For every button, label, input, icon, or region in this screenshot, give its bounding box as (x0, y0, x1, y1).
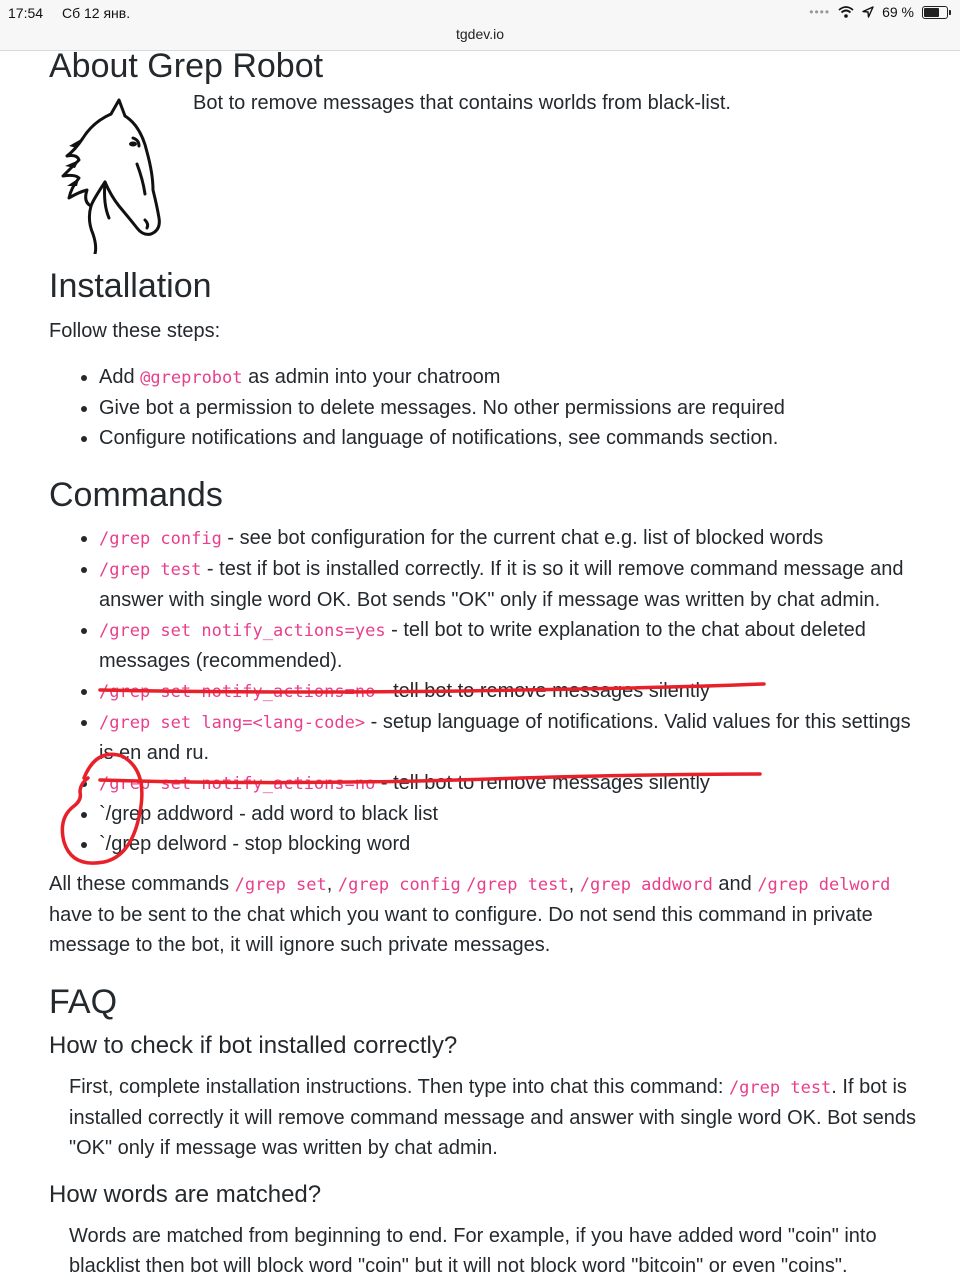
command-code: /grep set notify_actions=yes (99, 621, 386, 641)
command-item: • `/grep addword - add word to black list (99, 799, 929, 829)
command-desc: - see bot configuration for the current chat e.g. list of blocked words (221, 527, 824, 549)
command-item (99, 554, 929, 615)
command-code: /grep set (234, 875, 327, 895)
location-arrow-icon (862, 6, 874, 18)
wifi-icon (838, 6, 854, 18)
installation-heading: Installation (49, 267, 212, 305)
faq-question: How to check if bot installed correctly? (49, 1032, 458, 1059)
about-heading: About Grep Robot (49, 47, 324, 85)
command-desc: - tell bot to write explanation to the chat about deleted messages (recommended). (99, 619, 866, 672)
faq-heading: FAQ (49, 983, 118, 1021)
list-item: • Configure notifications and language of notifications, see commands section. (99, 423, 929, 453)
about-description: Bot to remove messages that contains worlds from black-list. (193, 92, 731, 114)
commands-note (49, 869, 929, 960)
command-desc: - setup language of notifications. Valid values for this settings is en and ru. (99, 711, 911, 764)
bot-username-code: @greprobot (140, 368, 243, 388)
installation-intro: Follow these steps: (49, 320, 221, 342)
answer-text: . If bot is installed correctly it will remove command message and answer with single word OK. Bot sends "OK" only if message was written by chat admin. (69, 1076, 917, 1159)
faq-answer (49, 1072, 929, 1163)
command-item (99, 676, 929, 707)
battery-icon (922, 6, 948, 19)
installation-steps (49, 362, 929, 453)
command-desc: - tell bot to remove messages silently (375, 772, 710, 794)
page-content (49, 46, 929, 1281)
battery-percent: 69 % (882, 4, 914, 20)
faq-question: How words are matched? (49, 1181, 322, 1208)
signal-dots-icon: •••• (809, 5, 831, 19)
command-code: /grep test (99, 560, 202, 580)
command-code: /grep config (99, 529, 222, 549)
command-code: /grep delword (757, 875, 891, 895)
answer-text: First, complete installation instructions. Then type into chat this command: (69, 1076, 729, 1098)
note-text: and (712, 873, 758, 895)
about-section (49, 94, 929, 254)
note-text: , (326, 873, 338, 895)
command-code: /grep set lang=<lang-code> (99, 713, 366, 733)
command-desc: - tell bot to remove messages silently (375, 680, 710, 702)
command-desc: - test if bot is installed correctly. If it is so it will remove command message and answer with single word OK. Bot sends "OK" only if message was written by chat admin. (99, 558, 904, 611)
commands-heading: Commands (49, 476, 223, 514)
command-item (99, 523, 929, 554)
list-item (99, 362, 929, 393)
command-code: /grep test (728, 1078, 832, 1098)
faq-answer: Words are matched from beginning to end. For example, if you have added word "coin" into blacklist then bot will block word "coin" but it will not block word "bitcoin" or even "coins". (69, 1225, 877, 1277)
status-indicators (809, 4, 948, 20)
step-text: as admin into your chatroom (242, 366, 501, 388)
command-item (99, 768, 929, 799)
command-item: • `/grep delword - stop blocking word (99, 829, 929, 859)
status-date: Сб 12 янв. (62, 5, 131, 21)
command-code: /grep set notify_actions=no (99, 682, 376, 702)
command-code: /grep test (466, 875, 569, 895)
address-bar-domain[interactable]: tgdev.io (456, 26, 504, 42)
list-item: • Give bot a permission to delete messages. No other permissions are required (99, 393, 929, 423)
commands-list (49, 523, 929, 859)
command-code: /grep addword (579, 875, 713, 895)
command-item (99, 707, 929, 768)
status-bar (0, 0, 960, 51)
command-item (99, 615, 929, 676)
step-text: Add (99, 366, 141, 388)
note-text: have to be sent to the chat which you want to configure. Do not send this command in private message to the bot, it will ignore such private messages. (49, 904, 873, 956)
status-time: 17:54 (8, 5, 44, 21)
horse-logo (49, 94, 189, 254)
note-text: All these commands (49, 873, 235, 895)
note-text: , (568, 873, 580, 895)
command-code: /grep set notify_actions=no (99, 774, 376, 794)
command-code: /grep config (337, 875, 461, 895)
